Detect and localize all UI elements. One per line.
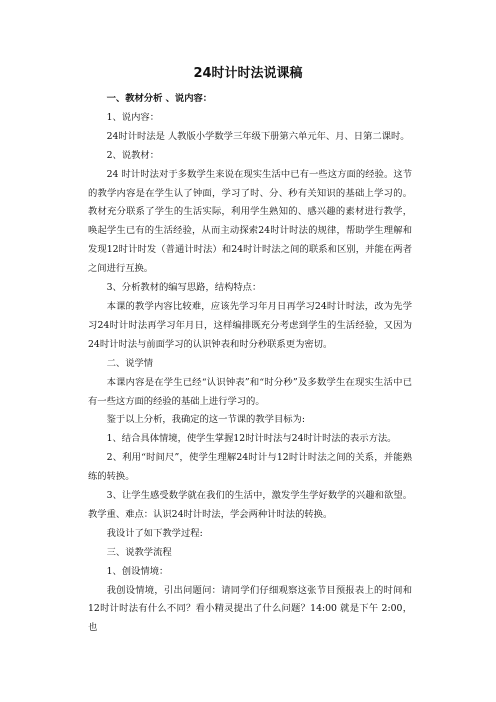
list-item: 1、结合具体情境，使学生掌握12时计时法与24时计时法的表示方法。 <box>106 433 397 445</box>
document-body <box>88 90 412 638</box>
subheading: 3、分析教材的编写思路，结构特点： <box>106 282 262 294</box>
paragraph: 鉴于以上分析，我确定的这一节课的教学目标为: <box>106 414 305 426</box>
document-title: 24时计时法说课稿 <box>193 66 303 81</box>
section-heading: 一、教材分析 、说内容： <box>106 93 213 104</box>
subheading: 1、创设情境： <box>106 565 169 577</box>
section-heading: 二、说学情 <box>106 357 154 369</box>
list-item: 2、利用“时间尺”，使学生理解24时计与12时计时法之间的关系，并能熟练的转换。 <box>88 452 412 483</box>
paragraph: 24时计时法是 人教版小学数学三年级下册第六单元年、月、日第二课时。 <box>106 130 410 142</box>
subheading: 1、说内容： <box>106 111 159 123</box>
paragraph: 本课内容是在学生已经“认识钟表”和“时分秒”及多数学生在现实生活中已有一些这方面的经验的基础上进行学习的。 <box>88 376 412 407</box>
paragraph: 本课的教学内容比较难，应该先学习年月日再学习24时计时法，改为先学习24时计时法再学习年月日，这样编排既充分考虑到学生的生活经验，又因为24时计时法与前面学习的认识钟表和时分秒联系更为密切。 <box>88 300 412 350</box>
paragraph: 我创设情境，引出问题问：请同学们仔细观察这张节目预报表上的时间和12时计时法有什么不同？看小精灵提出了什么问题？14:00 就是下午 2:00，也 <box>88 584 412 634</box>
list-item: 3、让学生感受数学就在我们的生活中，激发学生学好数学的兴趣和欲望。教学重、难点：认识24时计时法，学会两种计时法的转换。 <box>88 490 412 520</box>
section-heading: 三、说教学流程 <box>106 546 172 558</box>
paragraph: 24 时计时法对于多数学生来说在现实生活中已有一些这方面的经验。这节的教学内容是在学生认了钟面，学习了时、分、秒有关知识的基础上学习的。教材充分联系了学生的生活实际，利用学生熟知的、感兴趣的素材进行教学，唤起学生已有的生活经验，从而主动探索24时计时法的规律，帮助学生理解和发现12时计时发（普通计时法）和24时计时法之间的联系和区别，并能在两者之间进行互换。 <box>88 168 412 275</box>
subheading: 2、说教材： <box>106 149 159 161</box>
paragraph: 我设计了如下教学过程: <box>106 527 203 539</box>
